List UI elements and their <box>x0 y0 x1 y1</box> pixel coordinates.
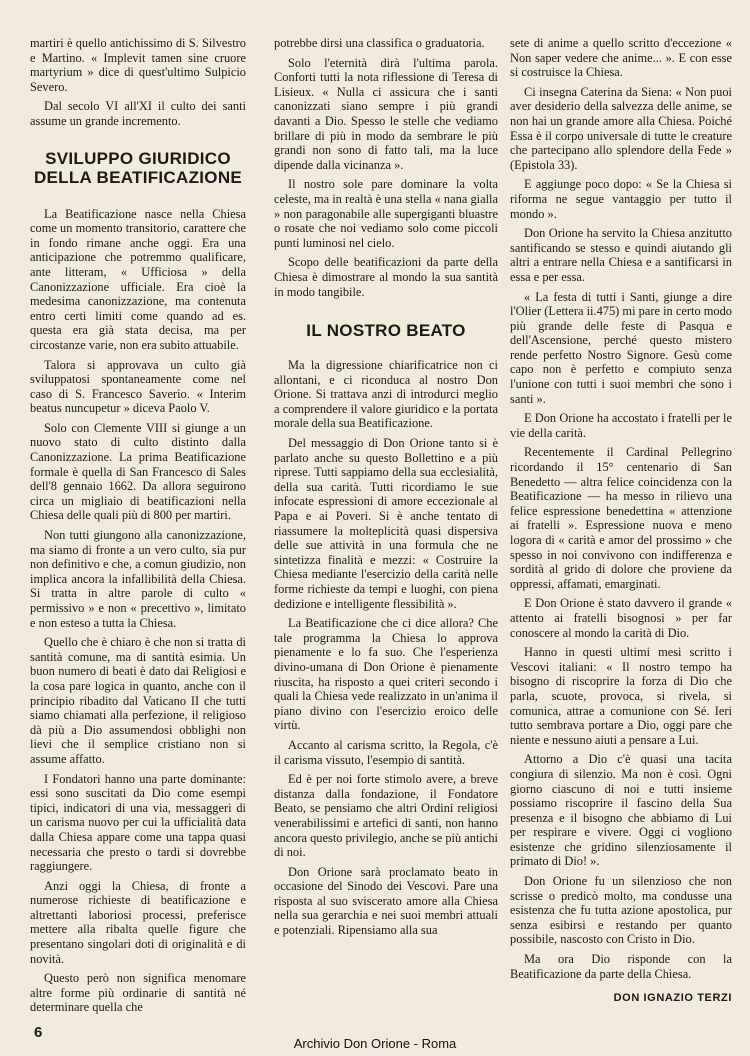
paragraph: Il nostro sole pare dominare la volta celeste, ma in realtà è una stella « nana gialla » non paragonabile alle supergiganti bluastre o rosate che noi vediamo solo come piccoli punti luminosi nel cielo. <box>274 177 498 250</box>
page-number: 6 <box>34 1024 43 1041</box>
paragraph: I Fondatori hanno una parte dominante: essi sono suscitati da Dio come esempi tipici, indicatori di una via, messaggeri di un carisma nuovo per cui la ufficialità data dalla Chiesa appare come una tappa quasi necessaria che presto o tardi si dovrebbe raggiungere. <box>30 771 246 874</box>
paragraph: Ci insegna Caterina da Siena: « Non puoi aver desiderio della salvezza delle anime, se non hai un grande amore alla Chiesa. Poiché Essa è il corpo universale di tutte le creature che partecipano allo splendore della Fede » (Epistola 33). <box>510 84 732 172</box>
paragraph: Solo con Clemente VIII si giunge a un nuovo stato di culto distinto dalla Canonizzazione. La prima Beatificazione formale è quella di San Francesco di Sales dell'8 gennaio 1662. Da allora seguirono circa un migliaio di beatificazioni nella Chiesa delle quali più di 800 per martiri. <box>30 420 246 523</box>
paragraph: Non tutti giungono alla canonizzazione, ma siamo di fronte a un vero culto, sia pur non definitivo e che, a comun giudizio, non implica ancora la infallibilità della Chiesa. Si tratta in altre parole di culto « permissivo » e non « precettivo », limitato e non esteso a tutta la Chiesa. <box>30 528 246 630</box>
paragraph: Accanto al carisma scritto, la Regola, c'è il carisma vissuto, l'esempio di santità. <box>274 737 498 767</box>
paragraph: Scopo delle beatificazioni da parte della Chiesa è dimostrare al mondo la sua santità in modo tangibile. <box>274 255 498 299</box>
archive-footer: Archivio Don Orione - Roma <box>293 1036 457 1051</box>
paragraph: Attorno a Dio c'è quasi una tacita congiura di silenzio. Ma non è così. Ogni giorno ciascuno di noi e tutti insieme possiamo riscoprire il fascino della Sua presenza e il bisogno che abbiamo di Lui per respirare e vivere. Oggi ci vogliono esistenze che gridino silenziosamente il primato di Dio! ». <box>510 752 732 869</box>
paragraph: Don Orione sarà proclamato beato in occasione del Sinodo dei Vescovi. Pare una risposta al suo sviscerato amore alla Chiesa nella sua gerarchia e nei suoi membri attuali e potenziali. Ripensiamo alla sua <box>274 864 498 938</box>
section-heading <box>30 149 246 187</box>
paragraph: E Don Orione ha accostato i fratelli per le vie della carità. <box>510 411 732 440</box>
column-1 <box>30 36 246 1020</box>
column-3 <box>510 36 732 1006</box>
paragraph: E Don Orione è stato davvero il grande « attento ai fratelli bisognosi » per far conoscere al mondo la carità di Dio. <box>510 596 732 640</box>
paragraph: Quello che è chiaro è che non si tratta di santità comune, ma di santità esimia. Un buon numero di beati è dato dai Religiosi e la cosa pare logica in quanto, anche con il principio ribadito dal Vaticano II che tutti siamo chiamati alla perfezione, il religioso dà più a Dio assumendosi obblighi non lievi che il semplice cristiano non si assume affatto. <box>30 635 246 766</box>
paragraph: La Beatificazione nasce nella Chiesa come un momento transitorio, carattere che in fondo rimane anche oggi. Era una anticipazione che potremmo qualificare, ante litteram, « Ufficiosa » della Canonizzazione ufficiale. Era cioè la medesima canonizzazione, ma contenuta entro certi limiti come quando ad es. questa era già stata decisa, ma per circostanze varie, non era subito attuabile. <box>30 206 246 352</box>
paragraph: potrebbe dirsi una classifica o graduatoria. <box>274 36 485 50</box>
paragraph: Ed è per noi forte stimolo avere, a breve distanza dalla fondazione, il Fondatore Beato, se pensiamo che altri Ordini religiosi venerabilissimi e artefici di santi, non hanno ancora questo privilegio, anche se più antichi di noi. <box>274 772 498 860</box>
paragraph: Solo l'eternità dirà l'ultima parola. Conforti tutti la nota riflessione di Teresa di Lisieux. « Nulla ci assicura che i santi canonizzati siano sempre i più grandi davanti a Dio. Spesso le stelle che vediamo brillare di più in modo da sembrare le più grandi non sono di fatto tali, ma la luce dipende dalla vicinanza ». <box>274 55 498 172</box>
paragraph: Dal secolo VI all'XI il culto dei santi assume un grande incremento. <box>30 99 246 128</box>
paragraph: Recentemente il Cardinal Pellegrino ricordando il 15° centenario di San Benedetto — altra felice coincidenza con la Beatificazione — ha messo in rilievo una felice espressione benedettina « attenzione ai fratelli ». Espressione nuova e meno logora di « carità e amor del prossimo » che spesso in noi convivono con indifferenza e sordità al grido di dolore che proviene da oppressi, affamati, emarginati. <box>510 445 732 591</box>
paragraph: La Beatificazione che ci dice allora? Che tale programma la Chiesa lo approva pienamente e lo fa suo. Che l'esperienza divino-umana di Don Orione è pienamente riuscita, ha risposto a quei criteri secondo i quali la Chiesa vede realizzato in un'anima il piano divino con l'esercizio eroico delle virtù. <box>274 616 498 733</box>
column-2 <box>274 36 498 943</box>
paragraph: sete di anime a quello scritto d'eccezione « Non saper vedere che anime... ». E con esse si costruisce la Chiesa. <box>510 36 732 80</box>
section-heading: IL NOSTRO BEATO <box>306 321 466 341</box>
paragraph: Hanno in questi ultimi mesi scritto i Vescovi italiani: « Il nostro tempo ha bisogno di riscoprire la forza di Dio che parla, scuote, provoca, si rivela, si comunica, attrae a comunione con Sé. Ieri tutto sembrava portare a Dio, oggi pare che niente e nessuno aiuti a pensare a Lui. <box>510 645 732 747</box>
paragraph: Don Orione fu un silenzioso che non scrisse o predicò molto, ma condusse una esistenza che fu tutta azione apostolica, pur senza esibirsi e restando per quanto possibile, nascosto con Cristo in Dio. <box>510 874 732 947</box>
paragraph: Ma ora Dio risponde con la Beatificazione da parte della Chiesa. <box>510 952 732 981</box>
author-signature: DON IGNAZIO TERZI <box>613 992 732 1005</box>
paragraph: Talora si approvava un culto già sviluppatosi spontaneamente come nel caso di S. Francesco Saverio. « Interim beatus nuncupetur » diceva Paolo V. <box>30 357 246 416</box>
paragraph: Don Orione ha servito la Chiesa anzitutto santificando se stesso e quindi aiutando gli altri a entrare nella Chiesa e a santificarsi in essa e per essa. <box>510 226 732 284</box>
paragraph: E aggiunge poco dopo: « Se la Chiesa si riforma ne segue vantaggio per tutto il mondo ». <box>510 177 732 221</box>
paragraph: Anzi oggi la Chiesa, di fronte a numerose richieste di beatificazione e altrettanti laboriosi processi, preferisce mettere alla ribalta quelle figure che presentano singolari doti di originalità e di novità. <box>30 878 246 966</box>
heading-line: SVILUPPO GIURIDICO <box>45 148 231 168</box>
paragraph: « La festa di tutti i Santi, giunge a dire l'Olier (Lettera ii.475) mi pare in certo modo più grande delle feste di Pasqua e dell'Ascensione, perché questo mistero rende perfetto Nostro Signore. Gesù come capo non è perfetto e compiuto senza l'unione con tutti i suoi membri che sono i santi ». <box>510 289 732 406</box>
paragraph: Ma la digressione chiarificatrice non ci allontani, e ci riconduca al nostro Don Orione. Si trattava anzi di introdurci meglio a comprendere il valore giuridico e la portata morale della sua Beatificazione. <box>274 358 498 431</box>
paragraph: Del messaggio di Don Orione tanto si è parlato anche su questo Bollettino e a più riprese. Tutti sappiamo della sua ecclesialità, della sua carità. Tutti ricordiamo le sue infocate espressioni di amore eccezionale al Papa e ai Poveri. Si è anche tentato di riassumere la molteplicità quasi dispersiva delle sue attività in una formula che ne sintetizza finalità e mezzi: « Costruire la Chiesa mediante l'esercizio della carità nelle forme richieste da tempi e luoghi, con piena dedizione e intelligente flessibilità ». <box>274 436 498 611</box>
paragraph: martiri è quello antichissimo di S. Silvestro e Martino. « Implevit tamen sine cruore martyrium » dice di quest'ultimo Sulpicio Severo. <box>30 36 246 94</box>
heading-line: DELLA BEATIFICAZIONE <box>33 167 243 187</box>
paragraph: Questo però non significa menomare altre forme più ordinarie di santità né determinare quella che <box>30 971 246 1015</box>
